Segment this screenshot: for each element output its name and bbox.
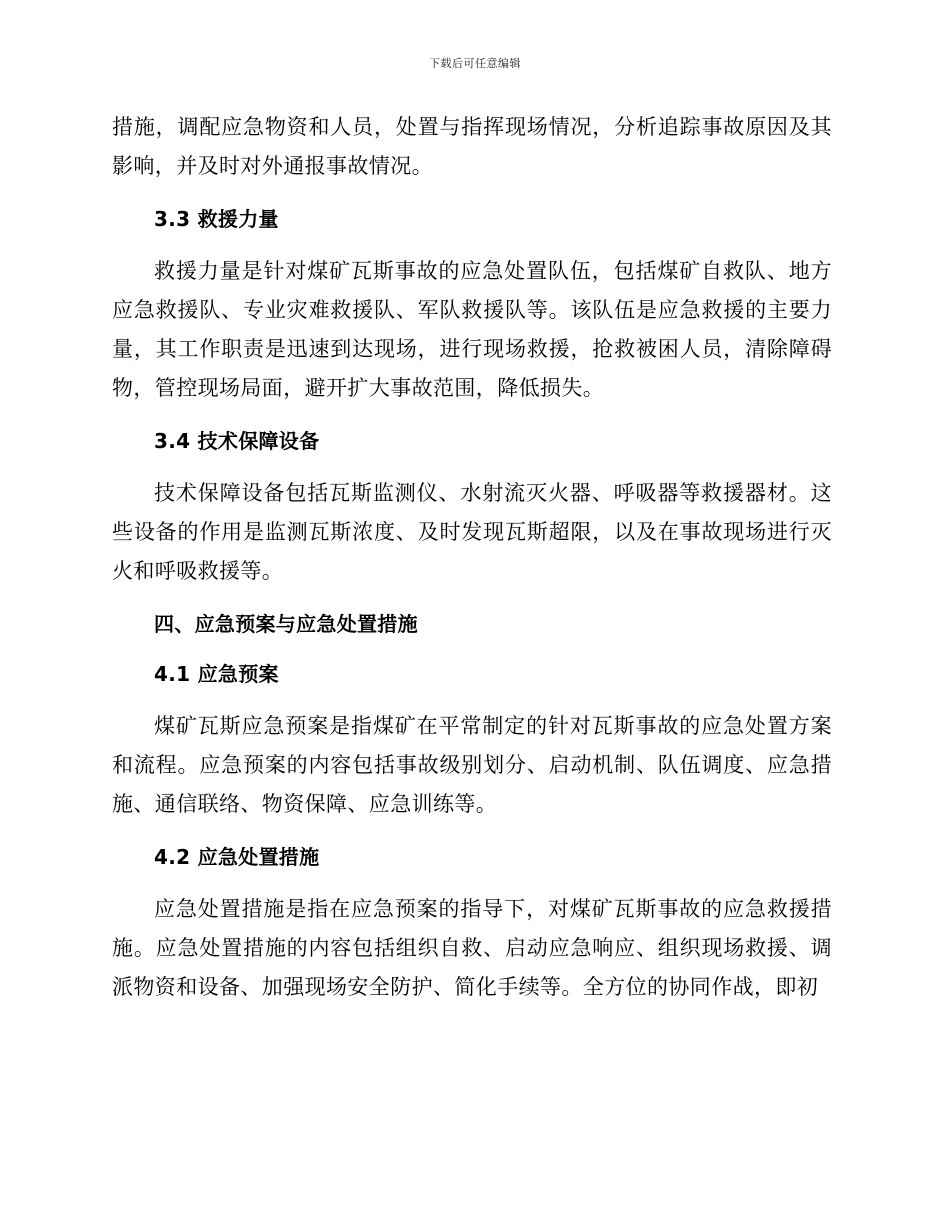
section-heading-4-1: 4.1 应急预案 xyxy=(154,662,279,686)
paragraph-rescue-force: 救援力量是针对煤矿瓦斯事故的应急处置队伍，包括煤矿自救队、地方应急救援队、专业灾难救援队、军队救援队等。该队伍是应急救援的主要力量，其工作职责是迅速到达现场，进行现场救援，抢救被困人员，清除障碍物，管控现场局面，避开扩大事故范围，降低损失。 xyxy=(112,259,832,400)
paragraph-emergency-plan: 煤矿瓦斯应急预案是指煤矿在平常制定的针对瓦斯事故的应急处置方案和流程。应急预案的内容包括事故级别划分、启动机制、队伍调度、应急措施、通信联络、物资保障、应急训练等。 xyxy=(112,714,832,816)
chapter-heading-4: 四、应急预案与应急处置措施 xyxy=(154,612,418,636)
section-heading-4-2: 4.2 应急处置措施 xyxy=(154,845,320,869)
paragraph-continuation: 措施，调配应急物资和人员，处置与指挥现场情况，分析追踪事故原因及其影响，并及时对外通报事故情况。 xyxy=(112,115,832,178)
section-heading-3-4: 3.4 技术保障设备 xyxy=(154,429,320,453)
page-header: 下载后可任意编辑 xyxy=(429,57,521,70)
paragraph-technical-equipment: 技术保障设备包括瓦斯监测仪、水射流灭火器、呼吸器等救援器材。这些设备的作用是监测瓦斯浓度、及时发现瓦斯超限，以及在事故现场进行灭火和呼吸救援等。 xyxy=(112,481,832,583)
document-body xyxy=(112,108,832,1023)
section-heading-3-3: 3.3 救援力量 xyxy=(154,207,279,231)
paragraph-emergency-measures: 应急处置措施是指在应急预案的指导下，对煤矿瓦斯事故的应急救援措施。应急处置措施的内容包括组织自救、启动应急响应、组织现场救援、调派物资和设备、加强现场安全防护、简化手续等。全方位的协同作战，即初 xyxy=(112,897,832,999)
